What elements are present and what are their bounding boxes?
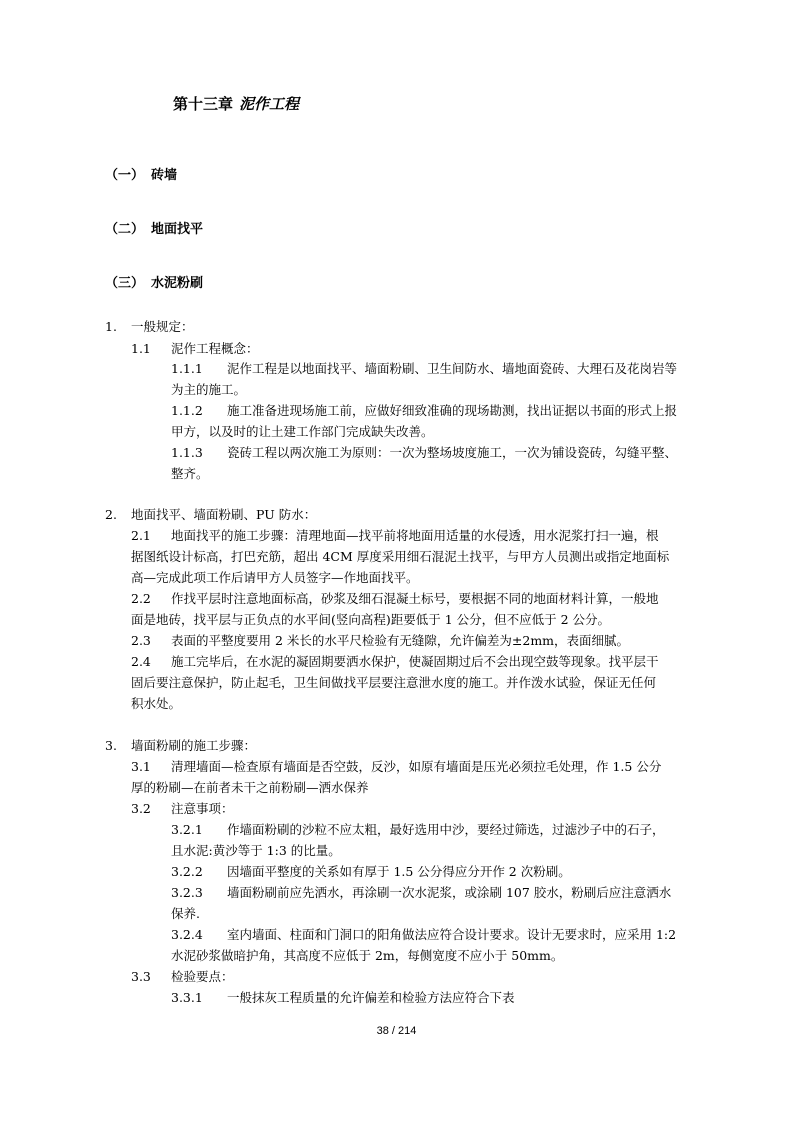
item-text: 积水处。 bbox=[131, 696, 182, 711]
item-text: 施工准备进现场施工前，应做好细致准确的现场勘测，找出证据以书面的形式上报 bbox=[227, 403, 678, 418]
item-text: 清理墙面—检查原有墙面是否空鼓，反沙，如原有墙面是压光必须拉毛处理，作 1.5 公分 bbox=[171, 759, 662, 774]
item-text: 保养. bbox=[171, 906, 200, 921]
item-number: 3.2 bbox=[131, 801, 151, 816]
item-number: 1.1.1 bbox=[171, 361, 203, 376]
chapter-label: 第十三章 bbox=[173, 95, 234, 113]
section-heading bbox=[105, 272, 203, 291]
item-number: 3.2.1 bbox=[171, 822, 203, 837]
item-number: 3.2.4 bbox=[171, 927, 203, 942]
section-heading bbox=[105, 164, 177, 183]
item-number: 3.2.3 bbox=[171, 885, 203, 900]
item-text: 面是地砖，找平层与正负点的水平间(竖向高程)距要低于 1 公分，但不应低于 2 公分。 bbox=[131, 612, 611, 627]
item-text: 地面找平的施工步骤：清理地面—找平前将地面用适量的水侵透，用水泥浆打扫一遍，根 bbox=[171, 528, 659, 543]
item-number: 2.2 bbox=[131, 591, 151, 606]
item-number: 1.1.2 bbox=[171, 403, 203, 418]
section-number: （二） bbox=[105, 222, 145, 237]
item-number: 3.1 bbox=[131, 759, 151, 774]
item-number: 2.1 bbox=[131, 528, 151, 543]
section-title: 水泥粉刷 bbox=[151, 276, 204, 291]
item-number: 1. bbox=[105, 319, 117, 334]
item-number: 1.1.3 bbox=[171, 445, 203, 460]
item-text: 墙面粉刷前应先洒水，再涂刷一次水泥浆，或涂刷 107 胶水，粉刷后应注意洒水 bbox=[227, 885, 672, 900]
item-number: 2. bbox=[105, 507, 117, 522]
item-text: 整齐。 bbox=[171, 466, 209, 481]
item-number: 3.2.2 bbox=[171, 864, 203, 879]
chapter-title: 泥作工程 bbox=[239, 95, 300, 113]
item-title: 注意事项： bbox=[171, 801, 234, 816]
section-number: （三） bbox=[105, 276, 145, 291]
item-text: 施工完毕后，在水泥的凝固期要洒水保护，使凝固期过后不会出现空鼓等现象。找平层干 bbox=[171, 654, 659, 669]
item-text: 固后要注意保护，防止起毛，卫生间做找平层要注意泄水度的施工。并作泼水试验，保证无任何 bbox=[131, 675, 657, 690]
item-text: 室内墙面、柱面和门洞口的阳角做法应符合设计要求。设计无要求时，应采用 1:2 bbox=[227, 927, 677, 942]
item-text: 瓷砖工程以两次施工为原则：一次为整场坡度施工，一次为铺设瓷砖，勾缝平整、 bbox=[227, 445, 678, 460]
chapter-heading bbox=[173, 93, 299, 114]
item-text: 且水泥:黄沙等于 1:3 的比量。 bbox=[171, 843, 341, 858]
item-number: 3. bbox=[105, 738, 117, 753]
item-text: 作墙面粉刷的沙粒不应太粗，最好选用中沙，要经过筛选，过滤沙子中的石子， bbox=[227, 822, 665, 837]
item-text: 作找平层时注意地面标高，砂浆及细石混凝土标号，要根据不同的地面材料计算，一般地 bbox=[171, 591, 659, 606]
section-number: （一） bbox=[105, 168, 145, 183]
section-heading bbox=[105, 218, 203, 237]
item-number: 3.3 bbox=[131, 969, 151, 984]
item-title: 墙面粉刷的施工步骤： bbox=[131, 738, 257, 753]
item-number: 1.1 bbox=[131, 341, 151, 356]
item-text: 据图纸设计标高，打巴充筋，超出 4CM 厚度采用细石混泥土找平，与甲方人员测出或指定地面标 bbox=[131, 549, 670, 564]
item-number: 3.3.1 bbox=[171, 990, 203, 1005]
page-number: 38 / 214 bbox=[376, 1025, 417, 1037]
item-title: 地面找平、墙面粉刷、PU 防水： bbox=[131, 507, 317, 522]
item-text: 因墙面平整度的关系如有厚于 1.5 公分得应分开作 2 次粉刷。 bbox=[227, 864, 571, 879]
item-text: 高—完成此项工作后请甲方人员签字—作地面找平。 bbox=[131, 570, 419, 585]
item-text: 甲方，以及时的让土建工作部门完成缺失改善。 bbox=[171, 424, 434, 439]
item-text: 为主的施工。 bbox=[171, 382, 247, 397]
item-title: 泥作工程概念： bbox=[171, 341, 259, 356]
item-text: 厚的粉刷—在前者未干之前粉刷—洒水保养 bbox=[131, 780, 369, 795]
item-number: 2.3 bbox=[131, 633, 151, 648]
item-text: 一般抹灰工程质量的允许偏差和检验方法应符合下表 bbox=[227, 990, 515, 1005]
item-title: 检验要点： bbox=[171, 969, 234, 984]
item-title: 一般规定： bbox=[131, 319, 194, 334]
item-text: 表面的平整度要用 2 米长的水平尺检验有无缝隙，允许偏差为±2mm，表面细腻。 bbox=[171, 633, 630, 648]
item-number: 2.4 bbox=[131, 654, 151, 669]
section-title: 砖墙 bbox=[151, 168, 178, 183]
item-text: 水泥砂浆做暗护角，其高度不应低于 2m，每侧宽度不应小于 50mm。 bbox=[171, 948, 564, 963]
item-text: 泥作工程是以地面找平、墙面粉刷、卫生间防水、墙地面瓷砖、大理石及花岗岩等 bbox=[227, 361, 678, 376]
section-title: 地面找平 bbox=[151, 222, 204, 237]
